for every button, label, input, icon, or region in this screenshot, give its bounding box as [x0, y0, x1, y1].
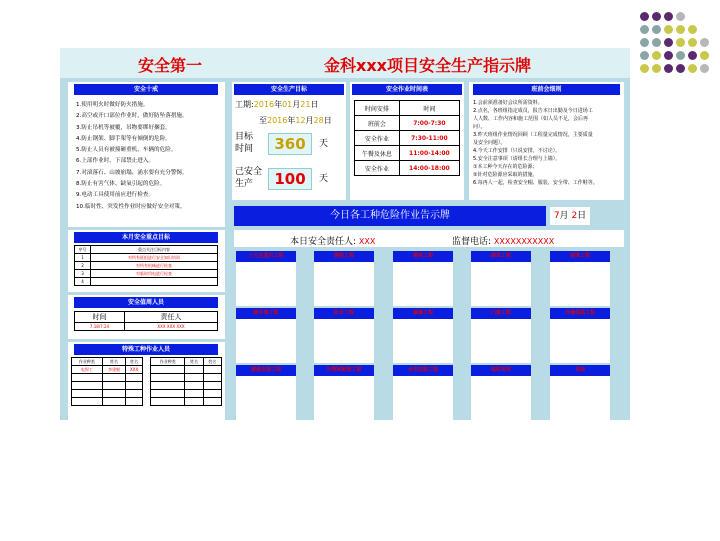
meeting-rule-item: 1.会前须准备好会议所需资料。	[473, 100, 543, 106]
decorative-dot	[640, 12, 649, 21]
schedule-time: 14:00-18:00	[399, 161, 459, 176]
start-month: 01	[282, 100, 293, 109]
meeting-rule-item: 问）。	[473, 124, 486, 130]
work-notice-box	[550, 262, 610, 306]
phone-label: 监督电话:	[452, 237, 492, 247]
work-type-button[interactable]: 其他	[550, 365, 610, 376]
period-label: 工期:	[235, 100, 254, 109]
schedule-time: 11:00-14:00	[399, 146, 459, 161]
period-end	[259, 115, 332, 126]
decorative-dot	[688, 25, 697, 34]
meeting-rule-item: 3.昨天班组作业情况回顾（工程量完成情况，主要质量	[473, 132, 593, 138]
supervision-phone	[452, 234, 554, 247]
work-type-button[interactable]: 幕墙工程	[393, 308, 453, 319]
decorative-dot	[664, 25, 673, 34]
ten-rules-panel	[68, 82, 225, 227]
today-banner: 今日各工种危险作业告示牌	[234, 206, 546, 226]
rule-item: 2.高空或开口部位作业时，做好防坠落措施。	[76, 113, 188, 120]
today-date	[550, 207, 590, 225]
special-name: XXX	[126, 366, 143, 374]
work-type-button[interactable]: 临时用电	[471, 365, 531, 376]
goal-no: 1	[75, 254, 91, 262]
decorative-dot	[640, 38, 649, 47]
rule-item: 7.对滚落石、山坡崩塌、涌水要有充分警惕。	[76, 169, 188, 176]
goal-no: 3	[75, 270, 91, 278]
special-type: 电焊工	[72, 366, 103, 374]
unit-month: 月	[305, 116, 314, 125]
decorative-dot	[688, 38, 697, 47]
meeting-rule-item: 及安全问题）。	[473, 140, 506, 146]
schedule-name: 安全作业	[355, 131, 400, 146]
col-time: 时间	[399, 101, 459, 116]
today-month: 7	[553, 211, 560, 221]
col-name: 姓名	[203, 358, 221, 366]
col-time: 时间	[75, 312, 125, 323]
work-notice-box	[393, 376, 453, 420]
work-type-button[interactable]: 外管网配套工程	[314, 365, 374, 376]
decorative-dot	[652, 38, 661, 47]
monthly-goals-panel	[68, 230, 225, 292]
meeting-rule-item: ①本工种今天存在的危险源；	[473, 164, 538, 170]
schedule-time: 7:00-7:30	[399, 116, 459, 131]
unit-day: 日	[577, 211, 587, 221]
work-type-button[interactable]: 防水工程	[314, 308, 374, 319]
safety-goals-heading: 安全生产目标	[234, 84, 344, 95]
decorative-dot	[640, 51, 649, 60]
col-type: 作业种类	[72, 358, 103, 366]
rule-item: 1.使用明火时做好防火措施。	[76, 102, 149, 108]
work-notice-box	[314, 262, 374, 306]
work-notice-box	[550, 319, 610, 363]
responsible-value: XXX	[358, 237, 376, 246]
work-type-button[interactable]: 脚手架工程	[236, 308, 296, 319]
unit-year: 年	[287, 116, 296, 125]
responsible-person	[290, 234, 375, 247]
decorative-dot	[676, 12, 685, 21]
duty-table	[74, 311, 218, 331]
rule-item: 10.临时性、突发性作业时应做好安全对策。	[76, 203, 186, 210]
today-day: 2	[571, 211, 578, 221]
special-workers-panel	[68, 342, 225, 420]
meeting-rule-item: 6.每再人一起，检查安全帽、服装、安全带、工作鞋等。	[473, 180, 598, 186]
work-notice-box	[314, 319, 374, 363]
work-type-button[interactable]: 装饰工程	[550, 251, 610, 262]
decorative-dot	[664, 64, 673, 73]
goal-text	[91, 278, 218, 286]
schedule-name: 安全作业	[355, 161, 400, 176]
decorative-dot	[664, 12, 673, 21]
decorative-dot	[688, 51, 697, 60]
meeting-rule-item: 4.今天工作安排（只说安排，不讨论）。	[473, 148, 561, 154]
work-notice-box	[236, 376, 296, 420]
decorative-dot	[700, 64, 709, 73]
end-year: 2016	[267, 116, 288, 125]
goal-no: 2	[75, 262, 91, 270]
work-type-button[interactable]: 土方及基坑工程	[236, 251, 296, 262]
unit-month: 月	[292, 100, 301, 109]
col-no: 序号	[75, 246, 91, 254]
unit-day: 日	[323, 116, 332, 125]
duty-time: 7.18/7.24	[75, 323, 125, 331]
safety-board	[60, 48, 630, 420]
end-prefix: 至	[259, 116, 267, 125]
col-content: 重点关注目标内容	[91, 246, 218, 254]
target-label: 目标 时间	[235, 132, 254, 154]
decorative-dot	[640, 25, 649, 34]
col-name: 姓名	[102, 358, 126, 366]
schedule-time: 7:30-11:00	[399, 131, 459, 146]
schedule-name: 午餐及休息	[355, 146, 400, 161]
page-title: 金科xxx项目安全生产指示牌	[324, 56, 531, 75]
col-name: 姓名	[126, 358, 143, 366]
work-notice-box	[236, 262, 296, 306]
schedule-name: 班前会	[355, 116, 400, 131]
rule-item: 4.防止钢架、脚手架等有倾倒的危险。	[76, 135, 171, 142]
work-notice-box	[393, 319, 453, 363]
meeting-rules-heading: 班前会细则	[473, 84, 620, 95]
unit-month: 月	[559, 211, 569, 221]
goal-text: 对临时用电进行检查	[91, 270, 218, 278]
work-notice-box	[471, 262, 531, 306]
safe-label: 己安全 生产	[235, 167, 263, 189]
work-type-button[interactable]: 外墙保温工程	[550, 308, 610, 319]
safe-unit: 天	[319, 174, 329, 184]
rule-item: 6.上部作业时，下部禁止进入。	[76, 158, 155, 165]
end-day: 28	[313, 116, 324, 125]
phone-value: XXXXXXXXXXX	[493, 237, 555, 246]
decorative-dot	[652, 51, 661, 60]
end-month: 12	[295, 116, 306, 125]
work-notice-box	[550, 376, 610, 420]
decorative-dot	[664, 38, 673, 47]
target-unit: 天	[319, 139, 329, 149]
decorative-dot	[640, 64, 649, 73]
decorative-dot	[676, 25, 685, 34]
work-notice-box	[393, 262, 453, 306]
decorative-dot	[652, 25, 661, 34]
work-type-button[interactable]: 模板工程	[393, 251, 453, 262]
goal-text: 对所有班组进行安全知识培训	[91, 254, 218, 262]
start-day: 21	[300, 100, 311, 109]
title-bar	[60, 48, 630, 78]
work-type-button[interactable]: 暖通安装工程	[236, 365, 296, 376]
meeting-rules-list	[473, 99, 598, 187]
decorative-dot	[700, 51, 709, 60]
schedule-panel	[350, 82, 464, 200]
col-name: 姓名	[185, 358, 203, 366]
today-panel	[234, 230, 624, 418]
unit-day: 日	[310, 100, 319, 109]
work-notice-box	[236, 319, 296, 363]
work-notice-box	[471, 376, 531, 420]
goal-text: 对所有机械进行检查	[91, 262, 218, 270]
decorative-dot	[664, 51, 673, 60]
decorative-dot	[700, 38, 709, 47]
safe-days-value: 100	[268, 168, 312, 190]
special-workers-heading: 特殊工种作业人员	[74, 344, 218, 355]
decorative-dot	[652, 64, 661, 73]
duty-person: XXX XXX XXX	[125, 323, 218, 331]
meeting-rule-item: 2.点名，各班组指定成员，报告本日出勤及今日进场工	[473, 108, 593, 114]
decorative-dot	[688, 64, 697, 73]
schedule-heading: 安全作业时间表	[352, 84, 462, 95]
work-type-button[interactable]: 砌体工程	[471, 251, 531, 262]
decorative-dot	[652, 12, 661, 21]
decorative-dot	[676, 38, 685, 47]
target-days-value: 360	[268, 133, 312, 155]
duty-heading: 安全值周人员	[74, 297, 218, 308]
work-notice-box	[314, 376, 374, 420]
rule-item: 5.防止人员有被撞砸重机、车辆的危险。	[76, 147, 177, 154]
duty-panel	[68, 295, 225, 339]
rule-item: 9.电动工具使用前应进行检查。	[76, 192, 155, 199]
start-year: 2016	[253, 100, 275, 109]
ten-rules-heading: 安全十戒	[74, 84, 218, 95]
monthly-goals-heading: 本月安全重点目标	[74, 232, 218, 243]
special-table-left	[71, 357, 143, 406]
work-type-button[interactable]: 门窗工程	[471, 308, 531, 319]
decorative-dot	[676, 51, 685, 60]
ten-rules-list	[76, 100, 188, 213]
responsible-label: 本日安全责任人:	[290, 237, 357, 247]
special-table-right	[150, 357, 222, 406]
meeting-rule-item: ②针对危险源应采取的措施。	[473, 172, 538, 178]
col-type: 作业种类	[151, 358, 185, 366]
special-name: 李建朝	[102, 366, 126, 374]
unit-year: 年	[274, 100, 283, 109]
schedule-table	[354, 100, 460, 176]
meeting-rule-item: 5.安全注意事项（请组长合理与上墙）。	[473, 156, 561, 162]
rule-item: 3.防止吊机等被覆，吊物要绑好捆套。	[76, 124, 171, 131]
work-notice-box	[471, 319, 531, 363]
col-person: 责任人	[125, 312, 218, 323]
col-arrangement: 时间安排	[355, 101, 400, 116]
decorative-dots	[640, 12, 716, 82]
goal-no: 4	[75, 278, 91, 286]
decorative-dot	[676, 64, 685, 73]
meeting-rule-item: 人人数、工作内容和施工范围（如人员不足，会后再	[473, 116, 589, 122]
work-type-button[interactable]: 水电安装工程	[393, 365, 453, 376]
work-type-button[interactable]: 钢筋工程	[314, 251, 374, 262]
monthly-goals-table	[74, 245, 218, 286]
rule-item: 8.防止有害气体、缺氧引起的危险。	[76, 181, 166, 188]
title-safety-first: 安全第一	[138, 56, 203, 75]
safety-goals-panel	[232, 82, 346, 200]
meeting-rules-panel	[469, 82, 624, 200]
period-start	[235, 99, 318, 110]
